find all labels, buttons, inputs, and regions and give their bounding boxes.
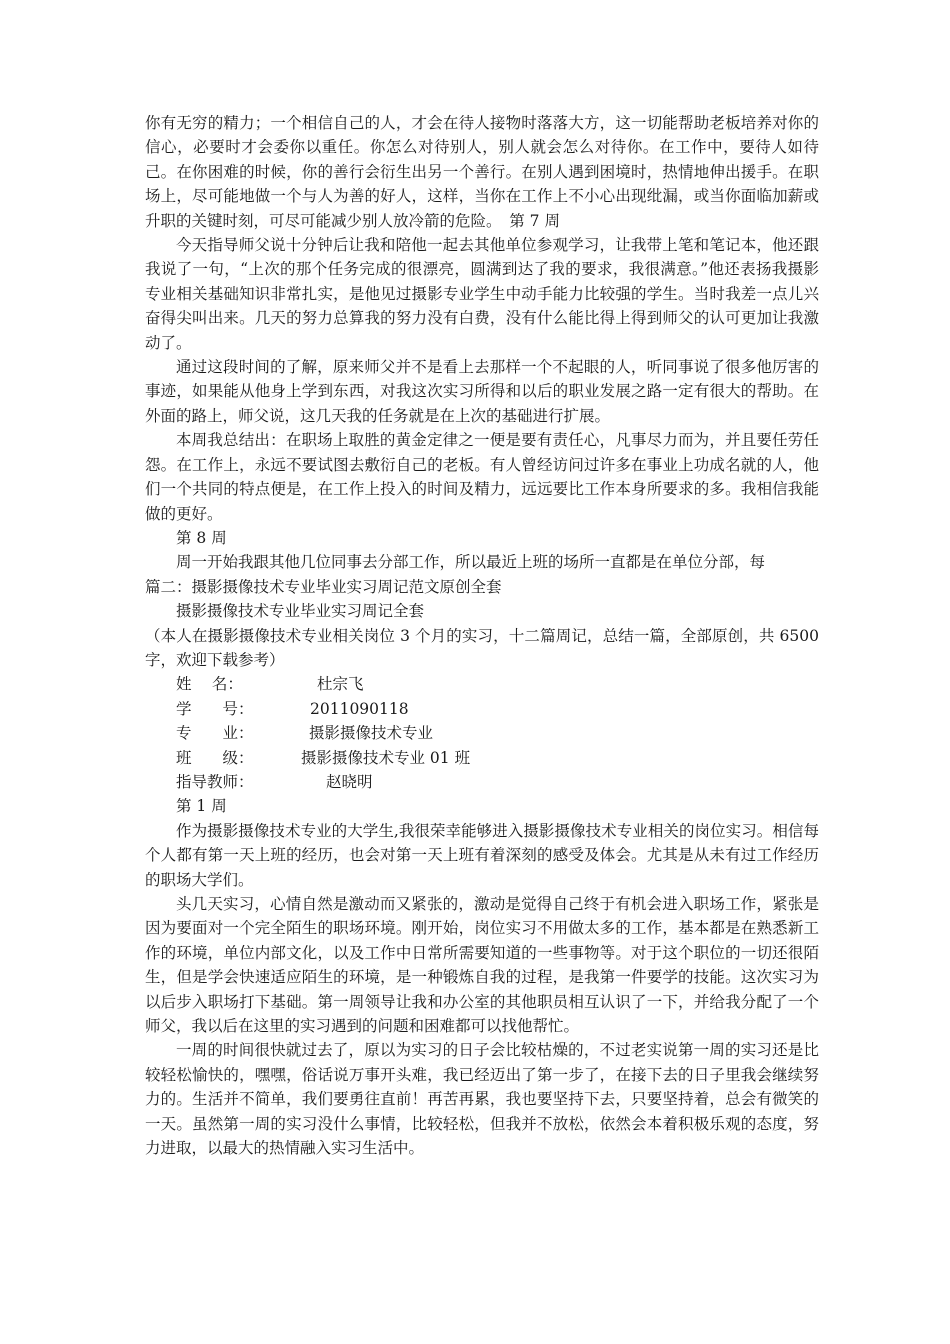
- info-label: 指导教师：: [176, 772, 254, 791]
- week-heading: 第 8 周: [176, 528, 227, 547]
- info-value: 赵晓明: [326, 772, 373, 791]
- info-row-student-id: [145, 697, 819, 721]
- paragraph: 头几天实习，心情自然是激动而又紧张的，激动是觉得自己终于有机会进入职场工作，紧张是因为要面对一个完全陌生的职场环境。刚开始，岗位实习不用做太多的工作，基本都是在熟悉新工作的环境，单位内部文化，以及工作中日常所需要知道的一些事物等。对于这个职位的一切还很陌生，但是学会快速适应陌生的环境，是一种锻炼自我的过程，是我第一件要学的技能。这次实习为以后步入职场打下基础。第一周领导让我和办公室的其他职员相互认识了一下，并给我分配了一个师父，我以后在这里的实习遇到的问题和困难都可以找他帮忙。: [145, 894, 819, 1035]
- info-label: 班 级：: [176, 748, 254, 767]
- paragraph: 作为摄影摄像技术专业的大学生,我很荣幸能够进入摄影摄像技术专业相关的岗位实习。相信每个人都有第一天上班的经历，也会对第一天上班有着深刻的感受及体会。尤其是从未有过工作经历的职场大学们。: [145, 821, 819, 889]
- paragraph: 周一开始我跟其他几位同事去分部工作，所以最近上班的场所一直都是在单位分部，每: [176, 553, 766, 572]
- week-heading: 第 1 周: [176, 797, 227, 816]
- paragraph: 你有无穷的精力；一个相信自己的人，才会在待人接物时落落大方，这一切能帮助老板培养对你的信心，必要时才会委你以重任。你怎么对待别人，别人就会怎么对待你。在工作中，要待人如待己。在你困难的时候，你的善行会衍生出另一个善行。在别人遇到困境时，热情地伸出援手。在职场上，尽可能地做一个与人为善的好人，这样，当你在工作上不小心出现纰漏，或当你面临加薪或升职的关键时刻，可尽可能减少别人放冷箭的危险。 第 7 周: [145, 114, 819, 230]
- part-title: 篇二：摄影摄像技术专业毕业实习周记范文原创全套: [145, 577, 502, 596]
- info-row-name: [145, 672, 819, 696]
- info-label: 专 业：: [176, 724, 254, 743]
- subtitle: 摄影摄像技术专业毕业实习周记全套: [176, 602, 425, 621]
- info-value: 2011090118: [310, 699, 409, 718]
- paragraph: 今天指导师父说十分钟后让我和陪他一起去其他单位参观学习，让我带上笔和笔记本，他还跟我说了一句，“上次的那个任务完成的很漂亮，圆满到达了我的要求，我很满意。”他还表扬我摄影专业相关基础知识非常扎实，是他见过摄影专业学生中动手能力比较强的学生。当时我差一点儿兴奋得尖叫出来。几天的努力总算我的努力没有白费，没有什么能比得上得到师父的认可更加让我激动了。: [145, 236, 819, 352]
- document-page: [145, 111, 819, 1160]
- info-row-class: [145, 746, 819, 770]
- intro-note: （本人在摄影摄像技术专业相关岗位 3 个月的实习，十二篇周记，总结一篇，全部原创，共 6500 字，欢迎下载参考）: [145, 626, 819, 669]
- info-label: 姓 名：: [176, 675, 243, 694]
- info-value: 摄影摄像技术专业: [309, 724, 434, 743]
- info-row-advisor: [145, 770, 819, 794]
- info-value: 摄影摄像技术专业 01 班: [301, 748, 471, 767]
- info-value: 杜宗飞: [317, 675, 364, 694]
- info-label: 学 号：: [176, 699, 254, 718]
- paragraph: 通过这段时间的了解，原来师父并不是看上去那样一个不起眼的人，听同事说了很多他厉害的事迹，如果能从他身上学到东西，对我这次实习所得和以后的职业发展之路一定有很大的帮助。在外面的路上，师父说，这几天我的任务就是在上次的基础进行扩展。: [145, 358, 819, 425]
- info-row-major: [145, 721, 819, 745]
- paragraph: 一周的时间很快就过去了，原以为实习的日子会比较枯燥的，不过老实说第一周的实习还是比较轻松愉快的，嘿嘿，俗话说万事开头难，我已经迈出了第一步了，在接下去的日子里我会继续努力的。生活并不简单，我们要勇往直前！再苦再累，我也要坚持下去，只要坚持着，总会有微笑的一天。虽然第一周的实习没什么事情，比较轻松，但我并不放松，依然会本着积极乐观的态度，努力进取，以最大的热情融入实习生活中。: [145, 1041, 819, 1157]
- paragraph: 本周我总结出：在职场上取胜的黄金定律之一便是要有责任心，凡事尽力而为，并且要任劳任怨。在工作上，永远不要试图去敷衍自己的老板。有人曾经访问过许多在事业上功成名就的人，他们一个共同的特点便是，在工作上投入的时间及精力，远远要比工作本身所要求的多。我相信我能做的更好。: [145, 431, 819, 523]
